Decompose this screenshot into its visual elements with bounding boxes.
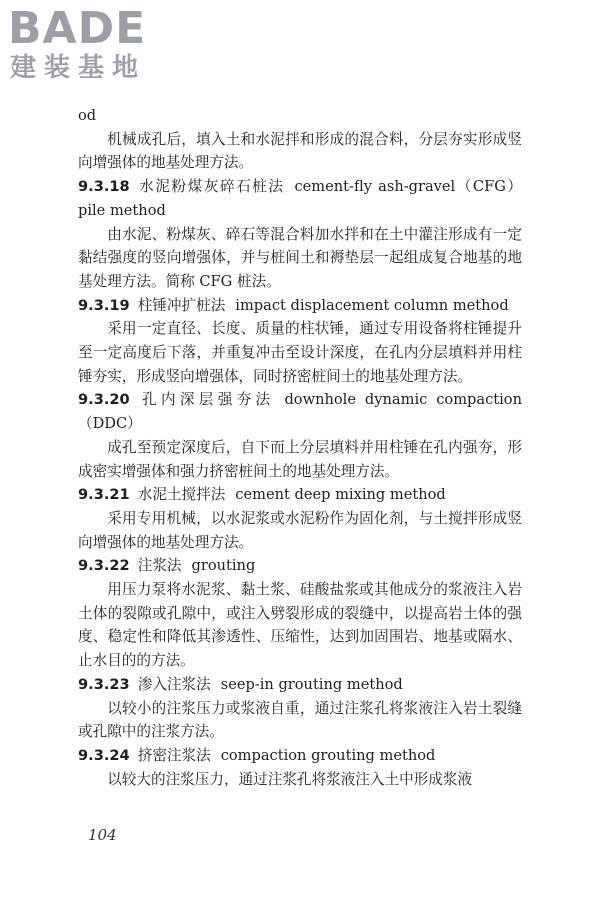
intro-paragraph: 机械成孔后，填入土和水泥拌和形成的混合料，分层夯实形成竖向增强体的地基处理方法。	[78, 130, 522, 172]
term-chinese: 渗入注浆法	[137, 675, 211, 693]
term-number: 9.3.24	[78, 746, 130, 764]
term-heading-9-3-24	[78, 744, 522, 768]
lead-fragment: od	[78, 107, 97, 124]
term-number: 9.3.22	[78, 557, 130, 575]
term-number: 9.3.21	[78, 486, 130, 504]
term-description: 采用一定直径、长度、质量的柱状锤，通过专用设备将柱锤提升至一定高度后下落，并重复冲击至设计深度，在孔内分层填料并用柱锤夯实，形成竖向增强体，同时挤密桩间土的地基处理方法。	[78, 320, 522, 385]
term-english: cement deep mixing method	[235, 486, 446, 504]
term-number: 9.3.18	[78, 178, 130, 196]
term-heading-9-3-23	[78, 673, 522, 697]
bade-logo	[8, 3, 178, 90]
term-description: 以较小的注浆压力或浆液自重，通过注浆孔将浆液注入岩土裂缝或孔隙中的注浆方法。	[78, 699, 522, 741]
term-number: 9.3.20	[78, 391, 130, 409]
term-description: 成孔至预定深度后，自下而上分层填料并用柱锤在孔内强夯，形成密实增强体和强力挤密桩间土的地基处理方法。	[78, 438, 522, 480]
term-chinese: 挤密注浆法	[137, 746, 211, 764]
term-description: 用压力泵将水泥浆、黏土浆、硅酸盐浆或其他成分的浆液注入岩土体的裂隙或孔隙中，或注入劈裂形成的裂缝中，以提高岩土体的强度、稳定性和降低其渗透性、压缩性，达到加固围岩、地基或隔水、止水目的的方法。	[78, 581, 522, 670]
logo-chinese-text: 建装基地	[10, 53, 147, 83]
term-english: downhole dynamic compaction（DDC）	[78, 391, 522, 433]
term-number: 9.3.23	[78, 675, 130, 693]
logo-latin-text: BADE	[8, 3, 147, 54]
term-chinese: 水泥粉煤灰碎石桩法	[137, 178, 285, 196]
term-chinese: 水泥土搅拌法	[137, 486, 226, 504]
term-number: 9.3.19	[78, 296, 130, 314]
term-chinese: 注浆法	[137, 557, 182, 575]
term-heading-9-3-22	[78, 554, 522, 578]
term-english: seep-in grouting method	[220, 675, 403, 693]
page-number: 104	[88, 826, 117, 844]
term-chinese: 柱锤冲扩桩法	[137, 296, 226, 314]
term-heading-9-3-18	[78, 175, 522, 222]
term-chinese: 孔内深层强夯法	[137, 391, 275, 409]
document-body	[78, 104, 522, 791]
term-english: cement-fly ash-gravel（CFG）pile method	[78, 178, 522, 219]
term-description: 由水泥、粉煤灰、碎石等混合料加水拌和在土中灌注形成有一定黏结强度的竖向增强体，并与桩间土和褥垫层一起组成复合地基的地基处理方法。简称 CFG 桩法。	[78, 225, 522, 290]
term-description: 采用专用机械，以水泥浆或水泥粉作为固化剂，与土搅拌形成竖向增强体的地基处理方法。	[78, 509, 522, 551]
term-english: impact displacement column method	[235, 296, 509, 314]
term-heading-9-3-21	[78, 483, 522, 507]
term-heading-9-3-19	[78, 294, 522, 318]
term-description: 以较大的注浆压力，通过注浆孔将浆液注入土中形成浆液	[107, 770, 473, 788]
term-heading-9-3-20	[78, 388, 522, 435]
term-english: compaction grouting method	[220, 746, 436, 764]
term-english: grouting	[191, 557, 256, 575]
